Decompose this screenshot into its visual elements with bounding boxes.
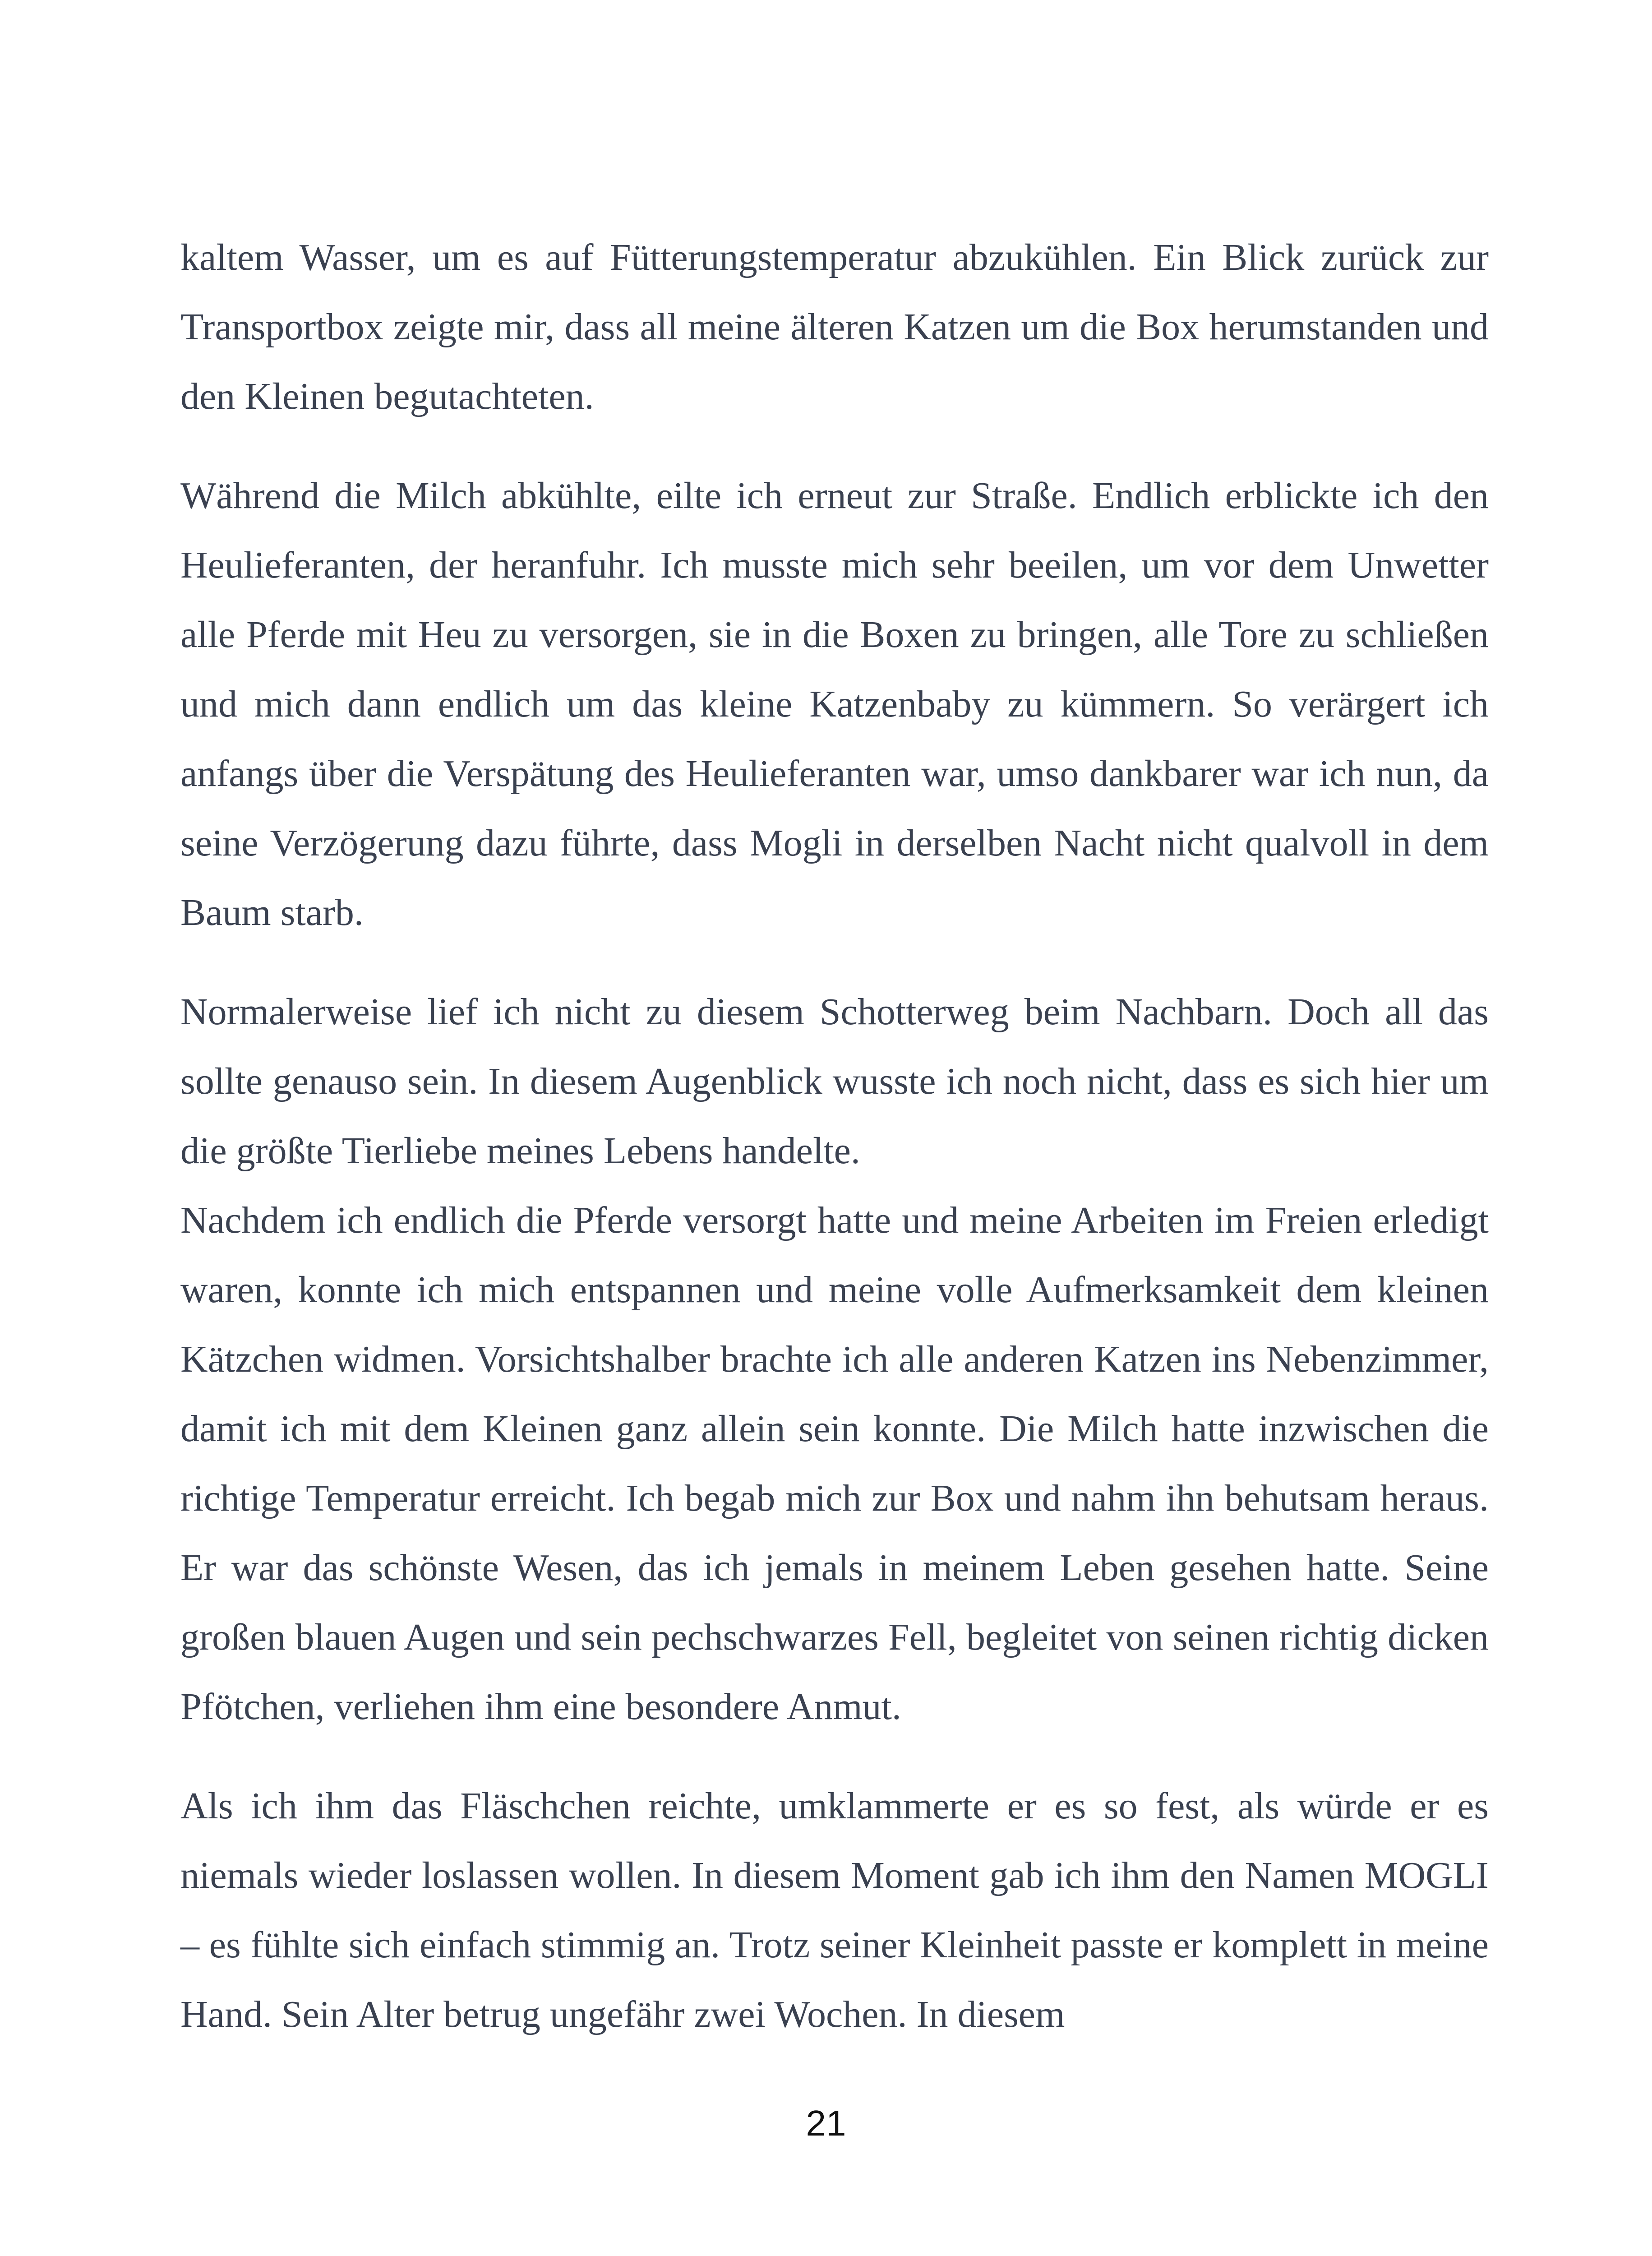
page-number: 21 (806, 2103, 846, 2143)
paragraph-2: Während die Milch abkühlte, eilte ich erneut zur Straße. Endlich erblickte ich den Heulieferanten, der heranfuhr. Ich musste mich sehr beeilen, um vor dem Unwetter alle Pferde mit Heu zu versorgen, sie in die Boxen zu bringen, alle Tore zu schließen und mich dann endlich um das kleine Katzenbaby zu kümmern. So verärgert ich anfangs über die Verspätung des Heulieferanten war, umso dankbarer war ich nun, da seine Verzögerung dazu führte, dass Mogli in derselben Nacht nicht qualvoll in dem Baum starb. (180, 475, 1489, 934)
paragraph-1: kaltem Wasser, um es auf Fütterungstemperatur abzukühlen. Ein Blick zurück zur Transportbox zeigte mir, dass all meine älteren Katzen um die Box herumstanden und den Kleinen begutachteten. (180, 236, 1489, 417)
body-text (180, 223, 1489, 2049)
paragraph-3: Normalerweise lief ich nicht zu diesem Schotterweg beim Nachbarn. Doch all das sollte genauso sein. In diesem Augenblick wusste ich noch nicht, dass es sich hier um die größte Tierliebe meines Lebens handelte. (180, 991, 1489, 1172)
paragraph-4: Nachdem ich endlich die Pferde versorgt hatte und meine Arbeiten im Freien erledigt waren, konnte ich mich entspannen und meine volle Aufmerksamkeit dem kleinen Kätzchen widmen. Vorsichtshalber brachte ich alle anderen Katzen ins Nebenzimmer, damit ich mit dem Kleinen ganz allein sein konnte. Die Milch hatte inzwischen die richtige Temperatur erreicht. Ich begab mich zur Box und nahm ihn behutsam heraus. Er war das schönste Wesen, das ich jemals in meinem Leben gesehen hatte. Seine großen blauen Augen und sein pechschwarzes Fell, begleitet von seinen richtig dicken Pfötchen, verliehen ihm eine besondere Anmut. (180, 1199, 1489, 1728)
paragraph-5: Als ich ihm das Fläschchen reichte, umklammerte er es so fest, als würde er es niemals wieder loslassen wollen. In diesem Moment gab ich ihm den Namen MOGLI – es fühlte sich einfach stimmig an. Trotz seiner Kleinheit passte er komplett in meine Hand. Sein Alter betrug ungefähr zwei Wochen. In diesem (180, 1785, 1489, 2035)
